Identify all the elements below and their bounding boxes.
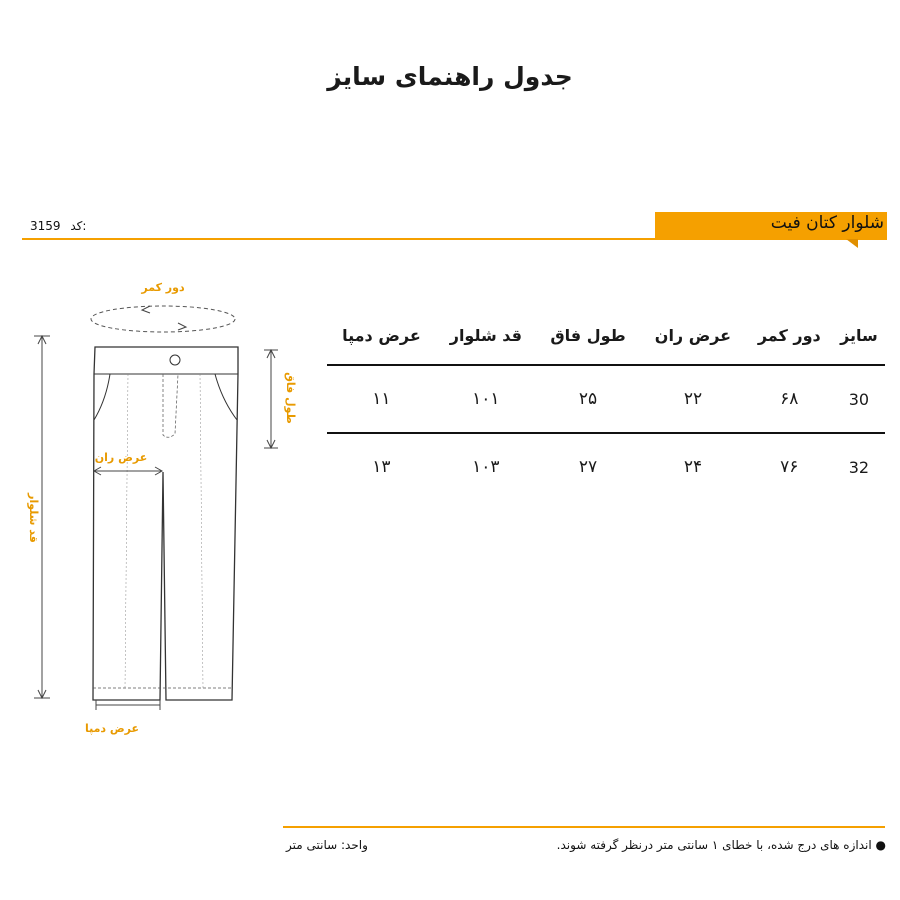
bullet-icon: ●	[875, 838, 886, 852]
waist-label: دور کمر	[141, 281, 185, 294]
size-table	[327, 307, 885, 500]
rise-label: طول فاق	[284, 372, 297, 424]
cell-size: 32	[848, 457, 870, 477]
header-hem: عرض دمپا	[327, 307, 436, 365]
cell-length: ۱۰۳	[472, 457, 500, 477]
thigh-label: عرض ران	[94, 451, 148, 464]
length-label: قد شلوار	[27, 493, 40, 543]
product-code	[30, 219, 86, 233]
cell-size: 30	[833, 365, 885, 433]
waist-arrow-left	[142, 306, 150, 313]
cell-thigh: ۲۲	[640, 365, 746, 433]
cell-rise: ۲۷	[578, 457, 598, 477]
product-code-label: کد:	[70, 219, 87, 233]
footer-divider	[283, 826, 885, 828]
pants-diagram	[0, 270, 300, 750]
table-row	[327, 433, 885, 500]
header-waist: دور کمر	[746, 307, 833, 365]
footer-note	[557, 838, 886, 852]
header-length: قد شلوار	[436, 307, 536, 365]
page-title: جدول راهنمای سایز	[327, 62, 573, 91]
cell-length: ۱۰۱	[436, 365, 536, 433]
header-rise: طول فاق	[536, 307, 640, 365]
waist-ellipse	[91, 306, 235, 332]
cell-rise: ۲۵	[536, 365, 640, 433]
header-thigh: عرض ران	[640, 307, 746, 365]
table-row	[327, 365, 885, 433]
button-icon	[170, 355, 180, 365]
cell-waist: ۷۶	[780, 457, 799, 477]
unit-label: واحد: سانتی متر	[286, 838, 368, 852]
cell-waist: ۶۸	[746, 365, 833, 433]
waist-arrow-right	[178, 323, 186, 330]
product-code-value: 3159	[30, 219, 61, 233]
cell-thigh: ۲۴	[683, 457, 703, 477]
header-size: سایز	[833, 307, 885, 365]
header-divider	[22, 238, 656, 240]
product-name: شلوار کتان فیت	[770, 213, 884, 233]
table-header-row	[327, 307, 885, 365]
cell-hem: ۱۱	[327, 365, 436, 433]
cell-hem: ۱۳	[372, 457, 391, 477]
footer-note-text: اندازه های درج شده، با خطای ۱ سانتی متر درنظر گرفته شوند.	[556, 838, 872, 852]
banner-fold	[846, 239, 858, 248]
pants-outline	[93, 347, 238, 700]
hem-label: عرض دمپا	[84, 722, 140, 735]
